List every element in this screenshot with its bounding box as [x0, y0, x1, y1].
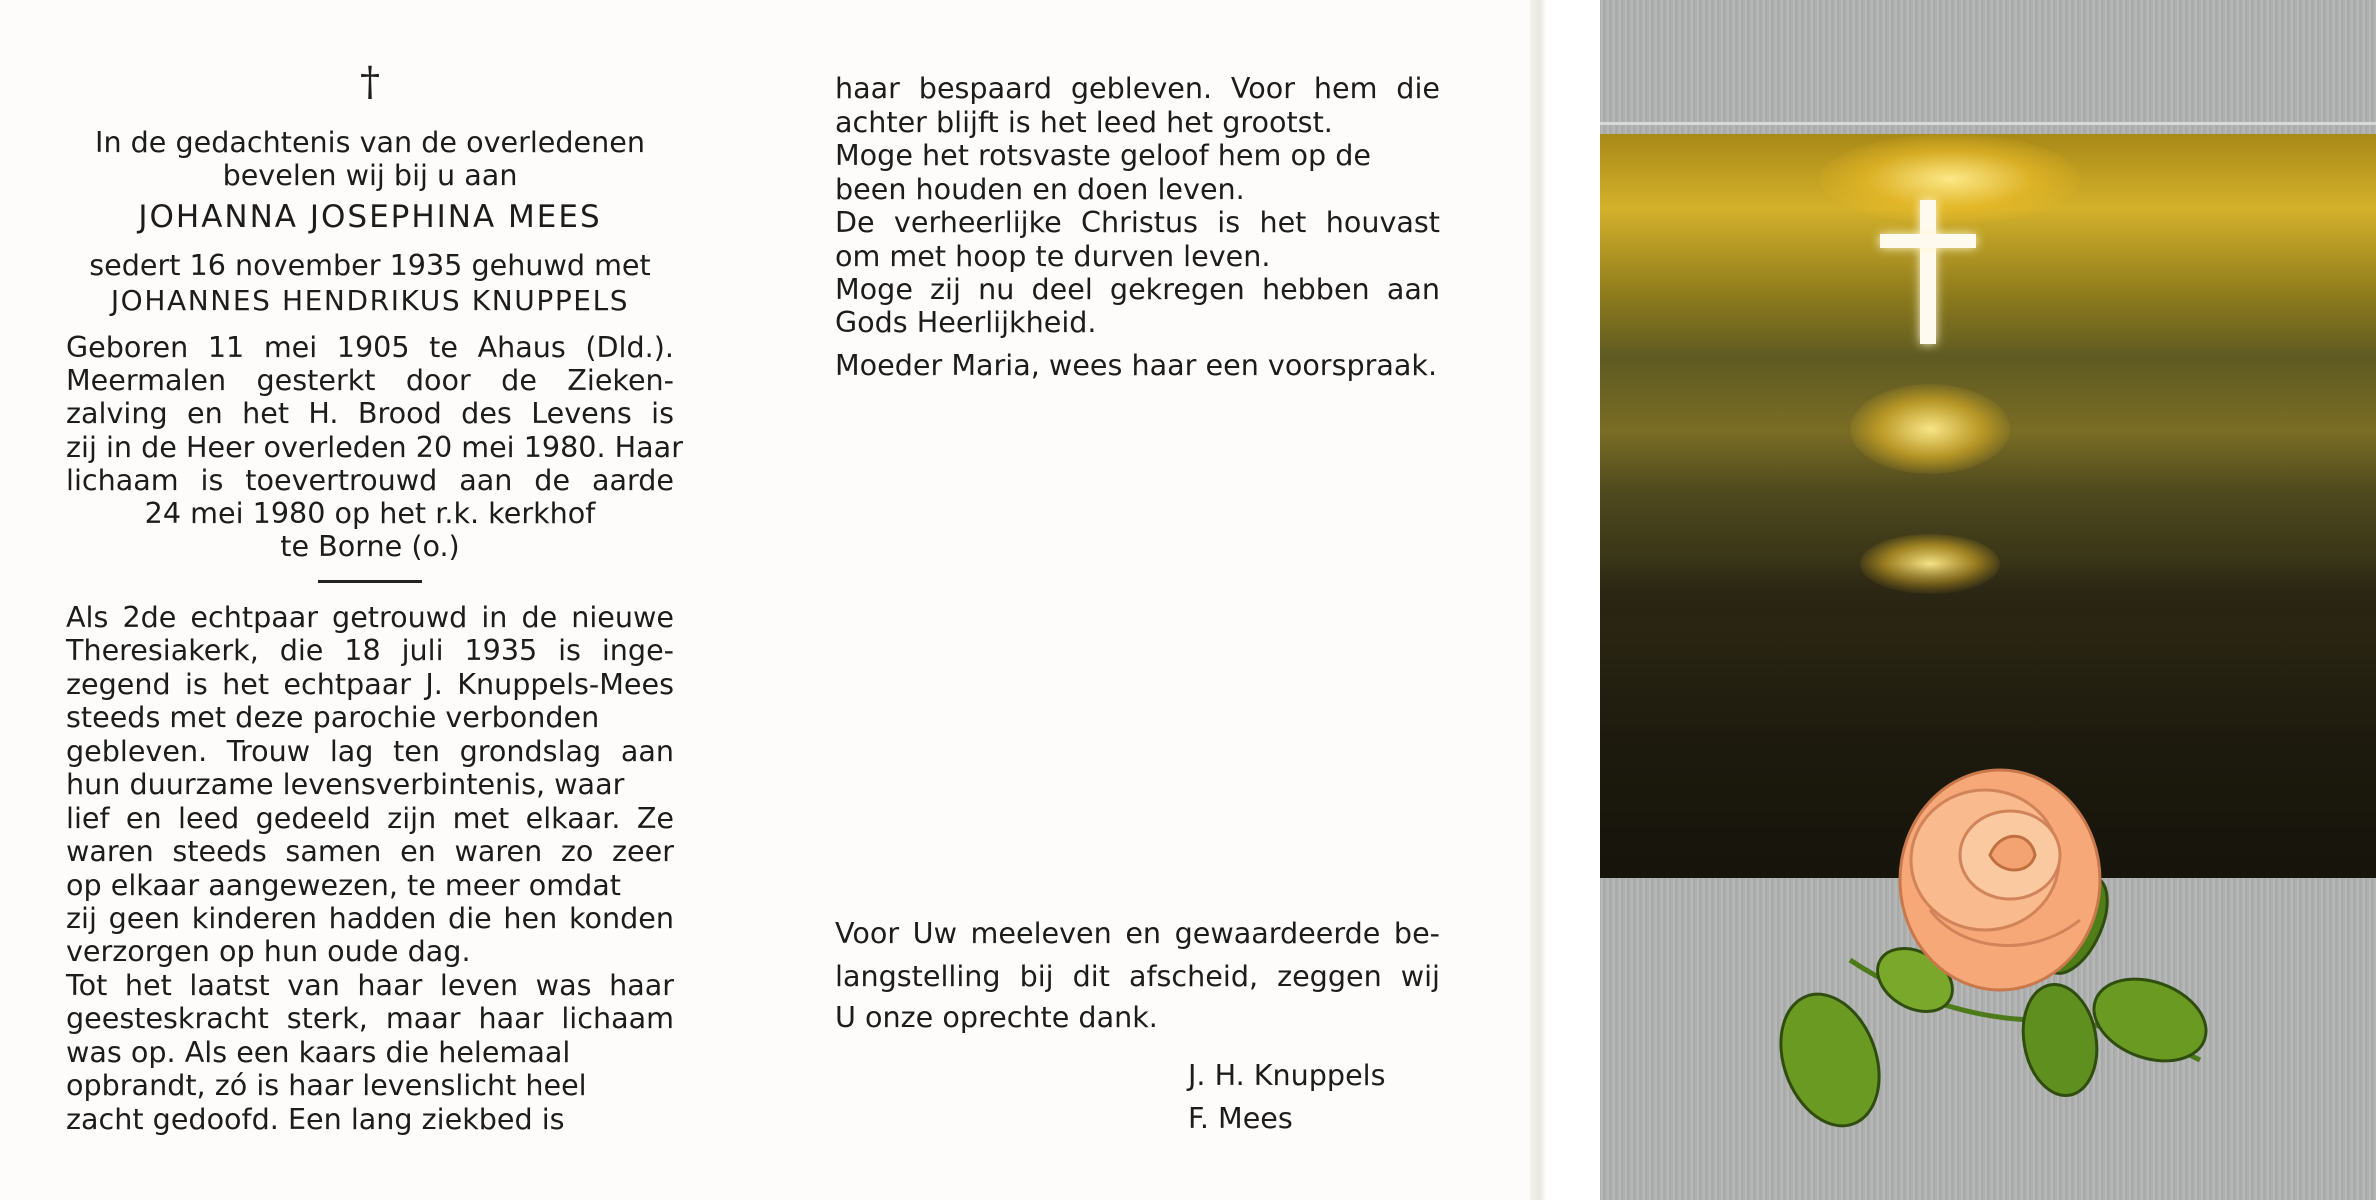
story-line: gebleven. Trouw lag ten grondslag aan: [66, 734, 674, 768]
burial-line: te Borne (o.): [280, 529, 460, 563]
continuation-line: achter blijft is het leed het grootst.: [835, 105, 1333, 139]
deceased-name: JOHANNA JOSEPHINA MEES: [138, 199, 602, 235]
cover-trim: [1600, 122, 2376, 125]
story-line: waren steeds samen en waren zo zeer: [66, 834, 674, 868]
glowing-cross-icon: [1920, 200, 1936, 344]
bio-line: zij in de Heer overleden 20 mei 1980. Haar: [66, 430, 683, 464]
bio-line: Geboren 11 mei 1905 te Ahaus (Dld.).: [66, 330, 674, 364]
intro-line: bevelen wij bij u aan: [222, 158, 518, 192]
marriage-line: sedert 16 november 1935 gehuwd met: [89, 248, 651, 282]
signature-name: J. H. Knuppels: [1188, 1058, 1386, 1092]
burial-line: 24 mei 1980 op het r.k. kerkhof: [144, 496, 596, 530]
thanks-line: Voor Uw meeleven en gewaardeerde be-: [835, 916, 1440, 950]
card-fold: [1530, 0, 1546, 1200]
continuation-line: om met hoop te durven leven.: [835, 239, 1271, 273]
divider: [318, 580, 422, 583]
spouse-name: JOHANNES HENDRIKUS KNUPPELS: [110, 284, 630, 317]
rose-illustration: [1760, 760, 2220, 1140]
continuation-line: Gods Heerlijkheid.: [835, 305, 1097, 339]
bio-line: Meermalen gesterkt door de Zieken-: [66, 363, 674, 397]
sun-reflection: [1850, 384, 2010, 474]
story-line: zacht gedoofd. Een lang ziekbed is: [66, 1102, 565, 1136]
sun-reflection: [1820, 134, 2080, 224]
front-cover: [1600, 0, 2376, 1200]
leaf-icon: [1764, 980, 1897, 1139]
prayer-line: Moeder Maria, wees haar een voorspraak.: [835, 348, 1438, 382]
bio-line: lichaam is toevertrouwd aan de aarde: [66, 463, 674, 497]
signature-name: F. Mees: [1188, 1101, 1293, 1135]
story-line: op elkaar aangewezen, te meer omdat: [66, 868, 622, 902]
glowing-cross-icon: [1880, 234, 1976, 248]
continuation-line: Moge zij nu deel gekregen hebben aan: [835, 272, 1440, 306]
story-line: zij geen kinderen hadden die hen konden: [66, 901, 674, 935]
bio-line: zalving en het H. Brood des Levens is: [66, 396, 674, 430]
continuation-line: De verheerlijke Christus is het houvast: [835, 205, 1440, 239]
story-line: lief en leed gedeeld zijn met elkaar. Ze: [66, 801, 674, 835]
story-line: Tot het laatst van haar leven was haar: [66, 968, 674, 1002]
story-line: opbrandt, zó is haar levenslicht heel: [66, 1068, 587, 1102]
story-line: geesteskracht sterk, maar haar lichaam: [66, 1001, 674, 1035]
story-line: was op. Als een kaars die helemaal: [66, 1035, 571, 1069]
story-line: verzorgen op hun oude dag.: [66, 934, 471, 968]
story-line: hun duurzame levensverbintenis, waar: [66, 767, 625, 801]
thanks-line: langstelling bij dit afscheid, zeggen wij: [835, 959, 1440, 993]
story-line: Theresiakerk, die 18 juli 1935 is inge-: [66, 633, 674, 667]
continuation-line: been houden en doen leven.: [835, 172, 1245, 206]
story-line: Als 2de echtpaar getrouwd in de nieuwe: [66, 600, 674, 634]
continuation-line: Moge het rotsvaste geloof hem op de: [835, 138, 1371, 172]
story-line: steeds met deze parochie verbonden: [66, 700, 600, 734]
thanks-line: U onze oprechte dank.: [835, 1000, 1158, 1034]
rose-bloom-icon: [1900, 770, 2100, 990]
story-line: zegend is het echtpaar J. Knuppels-Mees: [66, 667, 674, 701]
leaf-icon: [2015, 979, 2105, 1102]
cross-icon: †: [360, 59, 380, 105]
intro-line: In de gedachtenis van de overledenen: [95, 125, 645, 159]
continuation-line: haar bespaard gebleven. Voor hem die: [835, 71, 1440, 105]
